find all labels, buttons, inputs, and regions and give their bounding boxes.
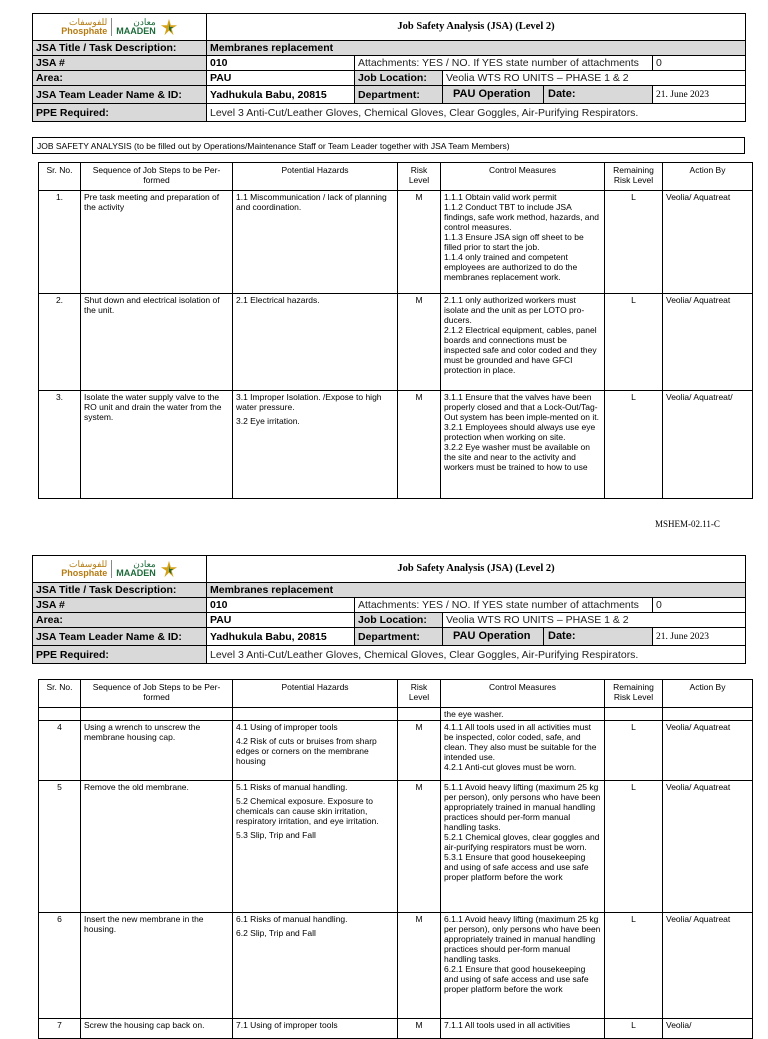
action-by: Veolia/ Aquatreat/: [663, 391, 753, 499]
date-label: Date:: [544, 86, 652, 103]
department-value: PAU Operation: [443, 628, 544, 645]
potential-hazards: [233, 781, 398, 913]
job-location-label: Job Location:: [355, 613, 443, 628]
potential-hazards: [233, 913, 398, 1019]
attachments-value: 0: [653, 56, 746, 71]
step-row: [39, 191, 753, 294]
continuation-text: the eye washer.: [441, 708, 605, 721]
remaining-risk: L: [605, 913, 663, 1019]
control-measures: [441, 191, 605, 294]
jsa-no-label: JSA #: [33, 56, 207, 71]
step-number: 3.: [39, 391, 81, 499]
control-item: 3.1.1 Ensure that the valves have been properly closed and that a Lock-Out/Tag-Out system has been imple-mented on it. 3.2.1 Employees should always use eye protection when working on site. 3.2.2 Eye washer must be available on the site and near to the activity and workers must be trained to how to use: [444, 392, 599, 472]
company-logo: للفوسفات Phosphate معادن MAADEN: [33, 556, 206, 582]
action-by: Veolia/ Aquatreat: [663, 721, 753, 781]
action-by: Veolia/ Aquatreat: [663, 191, 753, 294]
jsa-no-label: JSA #: [33, 598, 207, 613]
potential-hazards: [233, 721, 398, 781]
step-row: [39, 913, 753, 1019]
action-by: Veolia/ Aquatreat: [663, 294, 753, 391]
hazard-item: 3.1 Improper Isolation. /Expose to high water pressure.: [236, 392, 382, 412]
column-header: Remaining Risk Level: [605, 163, 663, 191]
step-row: [39, 721, 753, 781]
jsa-steps-table-1: [38, 162, 753, 499]
leader-label: JSA Team Leader Name & ID:: [33, 86, 207, 104]
step-row: [39, 391, 753, 499]
control-measures: [441, 391, 605, 499]
area-label: Area:: [33, 71, 207, 86]
department-label: Department:: [355, 628, 443, 646]
document-title: Job Safety Analysis (JSA) (Level 2): [207, 556, 746, 583]
column-header: Action By: [663, 680, 753, 708]
column-header: Sequence of Job Steps to be Per-formed: [81, 163, 233, 191]
action-by: Veolia/ Aquatreat: [663, 913, 753, 1019]
column-header-row: [39, 163, 753, 191]
hazard-item: 1.1 Miscommunication / lack of planning and coordination.: [236, 192, 387, 212]
job-step: Insert the new membrane in the housing.: [81, 913, 233, 1019]
job-step: Remove the old membrane.: [81, 781, 233, 913]
control-measures: [441, 721, 605, 781]
hazard-item: 2.1 Electrical hazards.: [236, 295, 320, 305]
date-label: Date:: [544, 628, 652, 645]
attachments-value: 0: [653, 598, 746, 613]
jsa-title-label: JSA Title / Task Description:: [33, 583, 207, 598]
column-header: Sequence of Job Steps to be Per-formed: [81, 680, 233, 708]
attachments-label: Attachments: YES / NO. If YES state number of attachments: [355, 56, 653, 71]
attachments-label: Attachments: YES / NO. If YES state number of attachments: [355, 598, 653, 613]
ppe-label: PPE Required:: [33, 646, 207, 664]
area-value: PAU: [207, 71, 355, 86]
continuation-row: [39, 708, 753, 721]
step-number: 1.: [39, 191, 81, 294]
date-value: 21. June 2023: [653, 86, 746, 104]
ppe-value: Level 3 Anti-Cut/Leather Gloves, Chemical Gloves, Clear Goggles, Air-Purifying Respirators.: [207, 646, 746, 664]
column-header: Control Measures: [441, 163, 605, 191]
remaining-risk: L: [605, 1019, 663, 1039]
control-item: 4.1.1 All tools used in all activities must be inspected, color coded, safe, and clean. They also must be suitable for the intended use. 4.2.1 Anti-cut gloves must be worn.: [444, 722, 597, 772]
department-date-cell: [443, 628, 653, 646]
job-step: Screw the housing cap back on.: [81, 1019, 233, 1039]
column-header: Sr. No.: [39, 680, 81, 708]
column-header: Potential Hazards: [233, 680, 398, 708]
job-location-label: Job Location:: [355, 71, 443, 86]
job-step: Using a wrench to unscrew the membrane housing cap.: [81, 721, 233, 781]
column-header: Remaining Risk Level: [605, 680, 663, 708]
jsa-title-value: Membranes replacement: [207, 41, 746, 56]
job-step: Isolate the water supply valve to the RO unit and drain the water from the system.: [81, 391, 233, 499]
hazard-item: 6.2 Slip, Trip and Fall: [236, 928, 316, 938]
leader-value: Yadhukula Babu, 20815: [207, 628, 355, 646]
hazard-item: 5.3 Slip, Trip and Fall: [236, 830, 316, 840]
leader-value: Yadhukula Babu, 20815: [207, 86, 355, 104]
maaden-star-icon: [160, 560, 178, 578]
hazard-item: 7.1 Using of improper tools: [236, 1020, 338, 1030]
step-number: 5: [39, 781, 81, 913]
potential-hazards: [233, 191, 398, 294]
control-measures: [441, 294, 605, 391]
logo-cell: [33, 14, 207, 41]
logo-cell: [33, 556, 207, 583]
jsa-no-value: 010: [207, 598, 355, 613]
action-by: Veolia/ Aquatreat: [663, 781, 753, 913]
control-measures: [441, 781, 605, 913]
control-measures: [441, 1019, 605, 1039]
ppe-label: PPE Required:: [33, 104, 207, 122]
hazard-item: 5.2 Chemical exposure. Exposure to chemicals can cause skin irritation, respiratory irritation, and eye irritation.: [236, 796, 379, 826]
form-code: MSHEM-02.11-C: [655, 519, 720, 529]
risk-level: M: [398, 1019, 441, 1039]
jsa-steps-table-2: [38, 679, 753, 1039]
company-logo: للفوسفات Phosphate معادن MAADEN: [33, 14, 206, 40]
step-number: 7: [39, 1019, 81, 1039]
department-label: Department:: [355, 86, 443, 104]
ppe-value: Level 3 Anti-Cut/Leather Gloves, Chemical Gloves, Clear Goggles, Air-Purifying Respirators.: [207, 104, 746, 122]
action-by: Veolia/: [663, 1019, 753, 1039]
jsa-title-value: Membranes replacement: [207, 583, 746, 598]
department-date-cell: [443, 86, 653, 104]
job-step: Pre task meeting and preparation of the activity: [81, 191, 233, 294]
risk-level: M: [398, 391, 441, 499]
step-row: [39, 294, 753, 391]
control-item: 5.1.1 Avoid heavy lifting (maximum 25 kg per person), only persons who have been appropriately trained in manual handling practices should per-form manual handling tasks. 5.2.1 Chemical gloves, clear goggles and air-purifying respirators must be worn. 5.3.1 Ensure that good housekeeping and using of safe access and use safe proper platform before the work: [444, 782, 601, 882]
job-location-value: Veolia WTS RO UNITS – PHASE 1 & 2: [443, 71, 746, 86]
control-item: 2.1.1 only authorized workers must isolate and the unit as per LOTO pro-ducers. 2.1.2 Electrical equipment, cables, panel boards and connections must be inspected safe and color coded and they must be grounded and have GFCI protection in place.: [444, 295, 597, 375]
column-header: Risk Level: [398, 163, 441, 191]
control-item: 7.1.1 All tools used in all activities: [444, 1020, 571, 1030]
control-measures: [441, 913, 605, 1019]
column-header: Sr. No.: [39, 163, 81, 191]
remaining-risk: L: [605, 781, 663, 913]
remaining-risk: L: [605, 294, 663, 391]
department-value: PAU Operation: [443, 86, 544, 103]
risk-level: M: [398, 191, 441, 294]
date-value: 21. June 2023: [653, 628, 746, 646]
step-row: [39, 781, 753, 913]
jsa-no-value: 010: [207, 56, 355, 71]
area-value: PAU: [207, 613, 355, 628]
job-location-value: Veolia WTS RO UNITS – PHASE 1 & 2: [443, 613, 746, 628]
column-header: Risk Level: [398, 680, 441, 708]
potential-hazards: [233, 391, 398, 499]
remaining-risk: L: [605, 191, 663, 294]
hazard-item: 4.2 Risk of cuts or bruises from sharp edges or corners on the membrane housing: [236, 736, 377, 766]
risk-level: M: [398, 781, 441, 913]
column-header: Control Measures: [441, 680, 605, 708]
control-item: 1.1.1 Obtain valid work permit 1.1.2 Conduct TBT to include JSA findings, safe work method, hazards, and control measures. 1.1.3 Ensure JSA sign off sheet to be filled prior to start the job. 1.1.4 only trained and competent employees are authorized to do the membranes replacement work.: [444, 192, 599, 282]
maaden-star-icon: [160, 18, 178, 36]
hazard-item: 5.1 Risks of manual handling.: [236, 782, 348, 792]
area-label: Area:: [33, 613, 207, 628]
column-header: Action By: [663, 163, 753, 191]
analysis-banner: JOB SAFETY ANALYSIS (to be filled out by Operations/Maintenance Staff or Team Leader together with JSA Team Members): [32, 137, 745, 154]
leader-label: JSA Team Leader Name & ID:: [33, 628, 207, 646]
document-title: Job Safety Analysis (JSA) (Level 2): [207, 14, 746, 41]
jsa-title-label: JSA Title / Task Description:: [33, 41, 207, 56]
hazard-item: 6.1 Risks of manual handling.: [236, 914, 348, 924]
jsa-header-table-1: [32, 13, 746, 122]
potential-hazards: [233, 294, 398, 391]
step-row: [39, 1019, 753, 1039]
control-item: 6.1.1 Avoid heavy lifting (maximum 25 kg per person), only persons who have been appropriately trained in manual handling practices should per-form manual handling tasks. 6.2.1 Ensure that good housekeeping and using of safe access and use safe proper platform before the work: [444, 914, 601, 994]
risk-level: M: [398, 913, 441, 1019]
hazard-item: 3.2 Eye irritation.: [236, 416, 300, 426]
column-header-row: [39, 680, 753, 708]
column-header: Potential Hazards: [233, 163, 398, 191]
remaining-risk: L: [605, 391, 663, 499]
risk-level: M: [398, 294, 441, 391]
hazard-item: 4.1 Using of improper tools: [236, 722, 338, 732]
step-number: 6: [39, 913, 81, 1019]
step-number: 4: [39, 721, 81, 781]
step-number: 2.: [39, 294, 81, 391]
remaining-risk: L: [605, 721, 663, 781]
risk-level: M: [398, 721, 441, 781]
job-step: Shut down and electrical isolation of the unit.: [81, 294, 233, 391]
potential-hazards: [233, 1019, 398, 1039]
jsa-header-table-2: [32, 555, 746, 664]
